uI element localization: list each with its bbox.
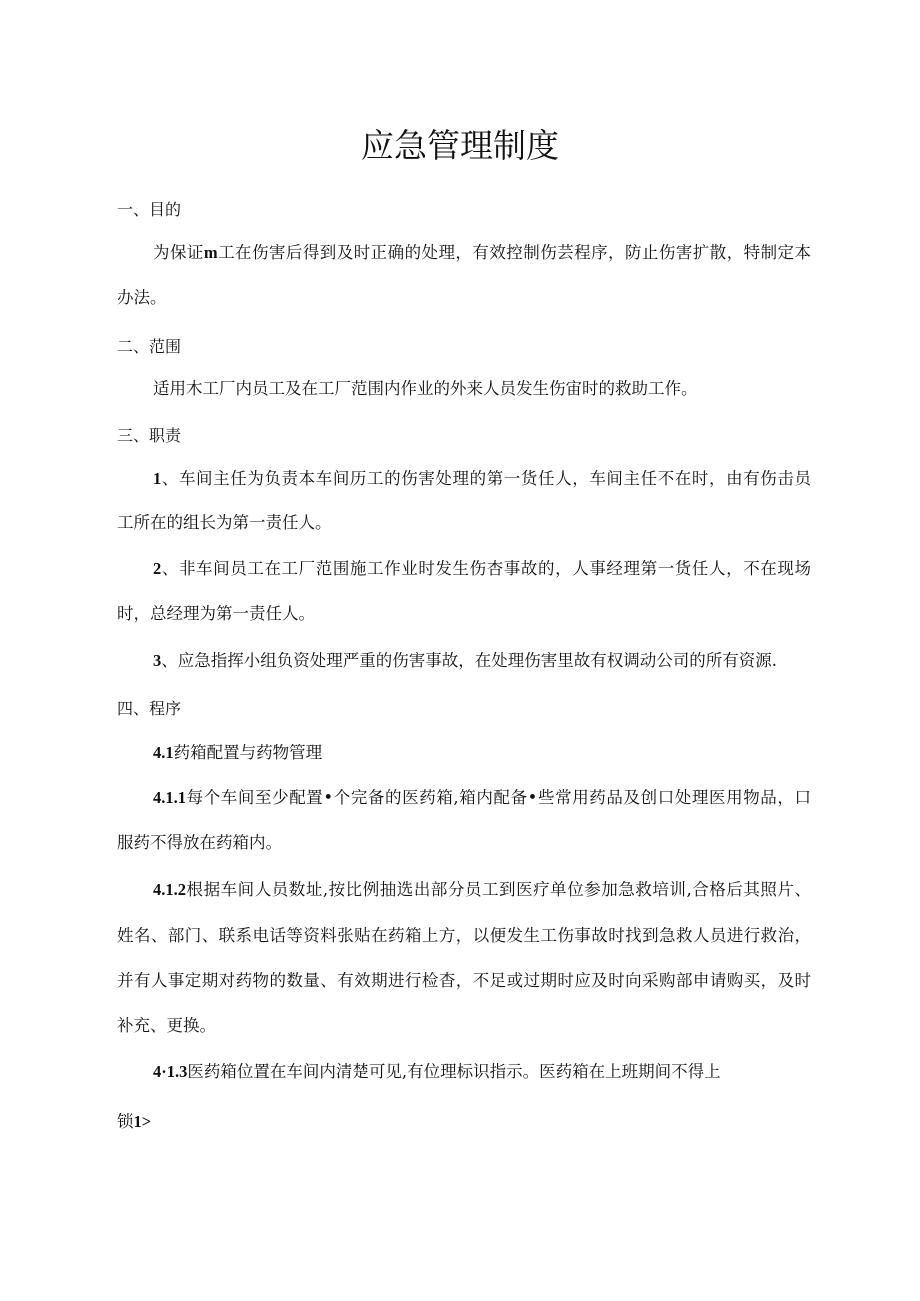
- clause-4-1-2-line-3: 并有人事定期对药物的数量、有效期进行检杳，不足或过期时应及时向采购部申请购买，及时: [117, 971, 811, 990]
- item-number: 4·1.3: [153, 1062, 188, 1081]
- text-run-bold: m: [203, 243, 218, 262]
- item-number: 3: [153, 651, 162, 670]
- purpose-paragraph-line-2: 办法。: [117, 288, 167, 307]
- clause-4-1-3-line-1: [153, 1059, 721, 1085]
- clause-4-1-1-line-2: 服药不得放在药箱内。: [117, 833, 282, 852]
- responsibility-item-1-line-2: 工所在的组长为第一责任人。: [117, 513, 332, 532]
- text-run: 医药箱位置在车间内清楚可见,有位理标识指示。医药箱在上班期间不得上: [187, 1062, 721, 1081]
- text-run: 锁: [117, 1112, 134, 1131]
- section-heading-purpose: 一、目的: [117, 200, 182, 219]
- text-run-bold: 1>: [133, 1112, 152, 1131]
- scope-paragraph: 适用木工厂内员工及在工厂范围内作业的外来人员发生伤宙时的救助工作。: [153, 379, 698, 398]
- clause-4-1-2-line-2: 姓名、部门、联系电话等资料张贴在药箱上方，以便发生工伤事故时找到急救人员进行救治，: [117, 926, 811, 945]
- item-number: 4.1.1: [153, 788, 186, 807]
- text-run: 工在伤害后得到及时正确的处理，有效控制伤芸程序，防止伤害扩散，特制定本: [217, 243, 812, 262]
- text-run: 、车间主任为负责本车间历工的伤害处理的第一货任人，车间主任不在时，由有伤击员: [161, 469, 811, 488]
- item-number: 4.1: [153, 743, 174, 762]
- text-run: 为保证: [153, 243, 204, 262]
- purpose-paragraph-line-1: [153, 240, 811, 266]
- clause-4-1-2-line-4: 补充、更换。: [117, 1016, 216, 1035]
- subsection-4-1: [153, 740, 322, 766]
- clause-4-1-2-line-1: [153, 877, 811, 903]
- responsibility-item-2-line-2: 时，总经理为第一责任人。: [117, 604, 315, 623]
- text-run: 每个车间至少配置•个完备的医药箱,箱内配备•些常用药品及创口处理医用物品，口: [186, 788, 811, 807]
- clause-4-1-1-line-1: [153, 785, 811, 811]
- text-run: 根据车间人员数址,按比例抽选出部分员工到医疗单位参加急救培训,合格后其照片、: [186, 880, 811, 899]
- responsibility-item-2-line-1: [153, 556, 811, 582]
- responsibility-item-1-line-1: [153, 466, 811, 492]
- item-number: 4.1.2: [153, 880, 186, 899]
- item-number: 2: [153, 559, 162, 578]
- document-title: 应急管理制度: [361, 126, 559, 165]
- section-heading-responsibilities: 三、职责: [117, 426, 182, 445]
- item-number: 1: [153, 469, 162, 488]
- section-heading-scope: 二、范围: [117, 337, 182, 356]
- text-run: 、应急指挥小组负资处理严重的伤害事故，在处理伤害里故有权调动公司的所有资源.: [161, 651, 777, 670]
- text-run: 、非车间员工在工厂范围施工作业时发生伤杏事故的，人事经理第一货任人，不在现场: [161, 559, 811, 578]
- responsibility-item-3: [153, 648, 777, 674]
- section-heading-procedure: 四、程序: [117, 699, 182, 718]
- clause-4-1-3-line-2: [117, 1109, 151, 1135]
- text-run: 药箱配置与药物管理: [173, 743, 323, 762]
